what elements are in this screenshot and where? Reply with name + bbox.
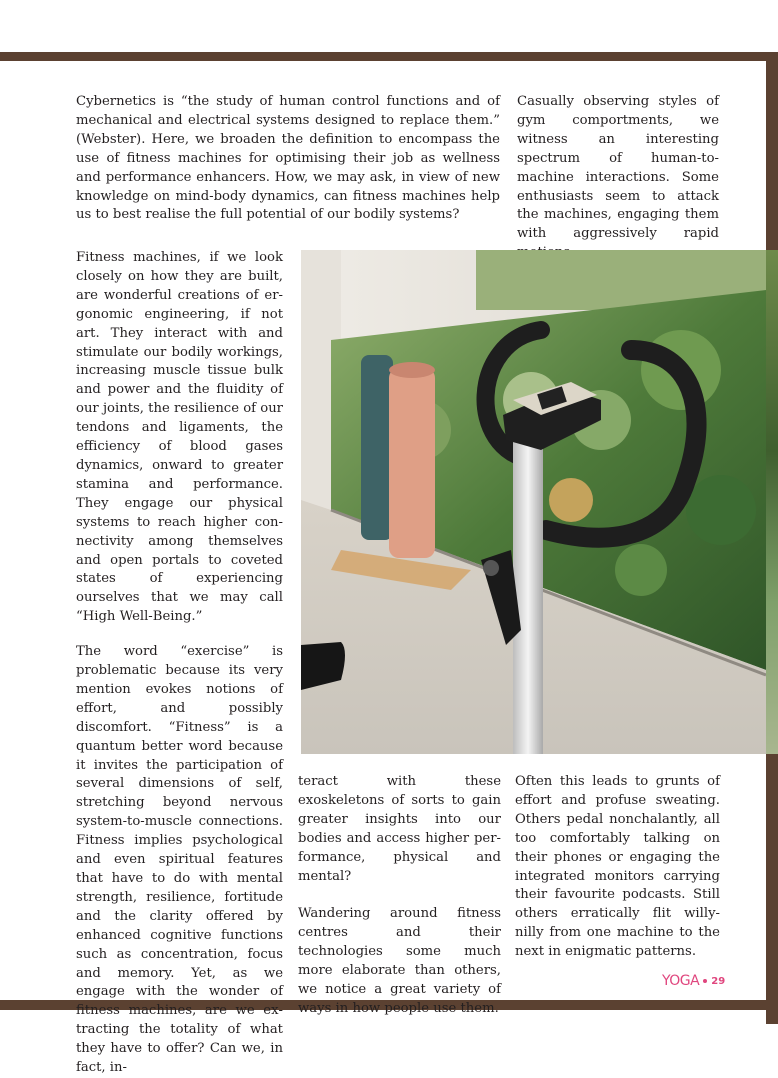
left-column [76, 249, 283, 1078]
middle-paragraph-1: teract with these exoskeletons of sorts to gain greater insights into our bodies and access higher performance, physical and mental? [298, 774, 501, 884]
middle-column [298, 773, 501, 1019]
page-footer [662, 972, 725, 990]
magazine-logo: YOGA [662, 973, 700, 989]
right-paragraph: Often this leads to grunts of effort and profuse sweating. Others pedal nonchalantly, all too comfortably talking on their phones or engaging the integrated monitors carrying their favourite podcasts. Still others erratically flit willy-nilly from one machine to the next in enigmatic patterns. [515, 774, 720, 960]
logo-dot-icon [703, 979, 707, 983]
side-paragraph: Casually observing styles of gym comportments, we witness an interesting spectrum of human-to-machine interactions. Some enthusiasts seem to attack the machines, engaging them with aggressively rapid [517, 94, 719, 242]
right-column [515, 773, 720, 962]
left-paragraph-2: The word “exercise” is problematic because its very mention evokes notions of effort, and possibly discomfort. “Fitness” is a quantum better word because it invites the participation of several dimensions of self, stretching beyond nervous system-to-muscle connections. Fitness implies psychological and even spiritual features that have to do with mental strength, resilience, fortitude and the clarity offered by enhanced cognitive functions such as concentration, focus and memory. Yet, as we engage with the wonder of fitness machines, are we extracting the totality of what they have to offer? Can we, in fact, in- [76, 644, 283, 1076]
page-frame-top [0, 52, 778, 61]
middle-paragraph-2: Wandering around fitness centres and their technologies some much more elaborate than others, we notice a great variety of ways in how people use them. [298, 906, 501, 1016]
side-column [517, 93, 719, 263]
intro-column [76, 93, 500, 225]
intro-paragraph: Cybernetics is “the study of human control functions and of mechanical and electrical systems designed to replace them.” (Webster). Here, we broaden the definition to encompass the use of fitness machines for optimising their job as wellness and performance enhancers. How, we may ask, in view of new knowledge on mind-body dynamics, can fitness machines help us to best realise the full potential of our bodily systems? [76, 94, 500, 223]
page-number: 29 [711, 975, 726, 987]
photo-bleed-strip [766, 250, 778, 754]
left-paragraph-1: Fitness machines, if we look closely on how they are built, are wonderful creations of ergonomic engineering, if not art. They interact with and stimulate our bodily workings, increasing muscle tissue bulk and power and the fluidity of our joints, the resilience of our tendons and ligaments, the efficiency of blood gases dynamics, onward to greater stamina and performance. They engage our physical systems to reach higher connectivity among themselves and open portals to coveted states of experiencing ourselves that we may call “High Well-Being.” [76, 250, 283, 625]
exercise-bike-photo [301, 250, 766, 754]
